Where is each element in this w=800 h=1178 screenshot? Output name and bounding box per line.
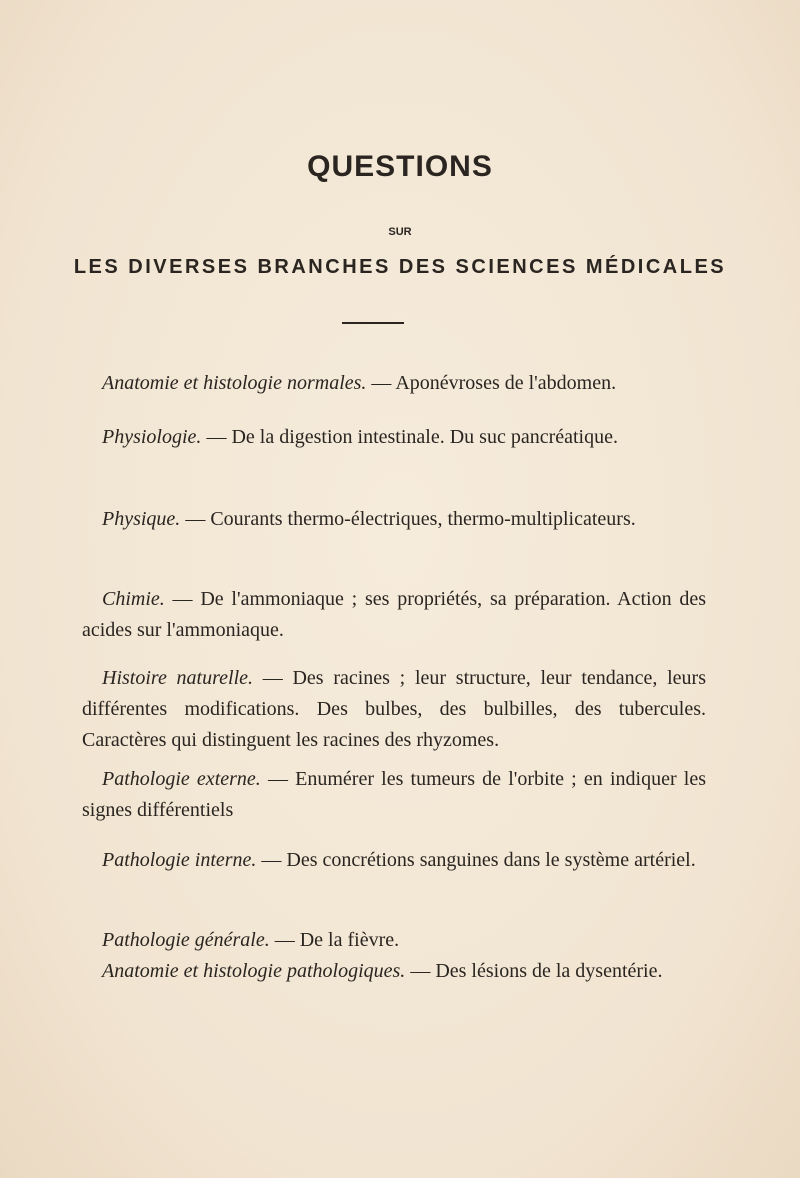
section-chimie — [82, 584, 706, 646]
section-text: — De la digestion intestinale. Du suc pancréatique. — [201, 426, 618, 448]
section-subject: Physique. — [102, 508, 181, 530]
section-pathologie-generale — [82, 925, 706, 956]
section-subject: Chimie. — [102, 588, 165, 610]
section-text: — Des lésions de la dysentérie. — [405, 960, 663, 982]
section-anatomie-pathologique — [82, 956, 706, 987]
section-text: — De la fièvre. — [269, 929, 400, 951]
divider-rule — [342, 322, 404, 324]
section-text: — Des concrétions sanguines dans le système artériel. — [256, 849, 696, 871]
section-anatomie-normale — [82, 368, 706, 399]
section-subject: Pathologie générale. — [102, 929, 270, 951]
section-pathologie-externe — [82, 764, 706, 826]
section-text: — Aponévroses de l'abdomen. — [366, 372, 617, 394]
section-subject: Pathologie externe. — [102, 768, 261, 790]
section-subject: Anatomie et histologie normales. — [102, 372, 367, 394]
section-histoire-naturelle — [82, 663, 706, 756]
section-physique — [82, 504, 706, 535]
page-title: QUESTIONS — [307, 150, 493, 183]
section-subject: Physiologie. — [102, 426, 202, 448]
section-text: — Des racines ; leur structure, leur tendance, leurs différentes modifications. Des bulbes, des bulbilles, des tubercules. Caractères qui distinguent les racines des rhyzomes. — [82, 667, 707, 751]
section-subject: Histoire naturelle. — [102, 667, 254, 689]
section-subject: Anatomie et histologie pathologiques. — [102, 960, 406, 982]
page-subtitle: LES DIVERSES BRANCHES DES SCIENCES MÉDICALES — [73, 256, 727, 278]
title-connector: SUR — [388, 226, 412, 238]
section-subject: Pathologie interne. — [102, 849, 257, 871]
section-pathologie-interne — [82, 845, 706, 876]
section-text: — Courants thermo-électriques, thermo-multiplicateurs. — [180, 508, 636, 530]
section-text: — De l'ammoniaque ; ses propriétés, sa préparation. Action des acides sur l'ammoniaque. — [82, 588, 706, 641]
section-physiologie — [82, 422, 706, 453]
section-text: — Enumérer les tumeurs de l'orbite ; en indiquer les signes différentiels — [82, 768, 706, 821]
